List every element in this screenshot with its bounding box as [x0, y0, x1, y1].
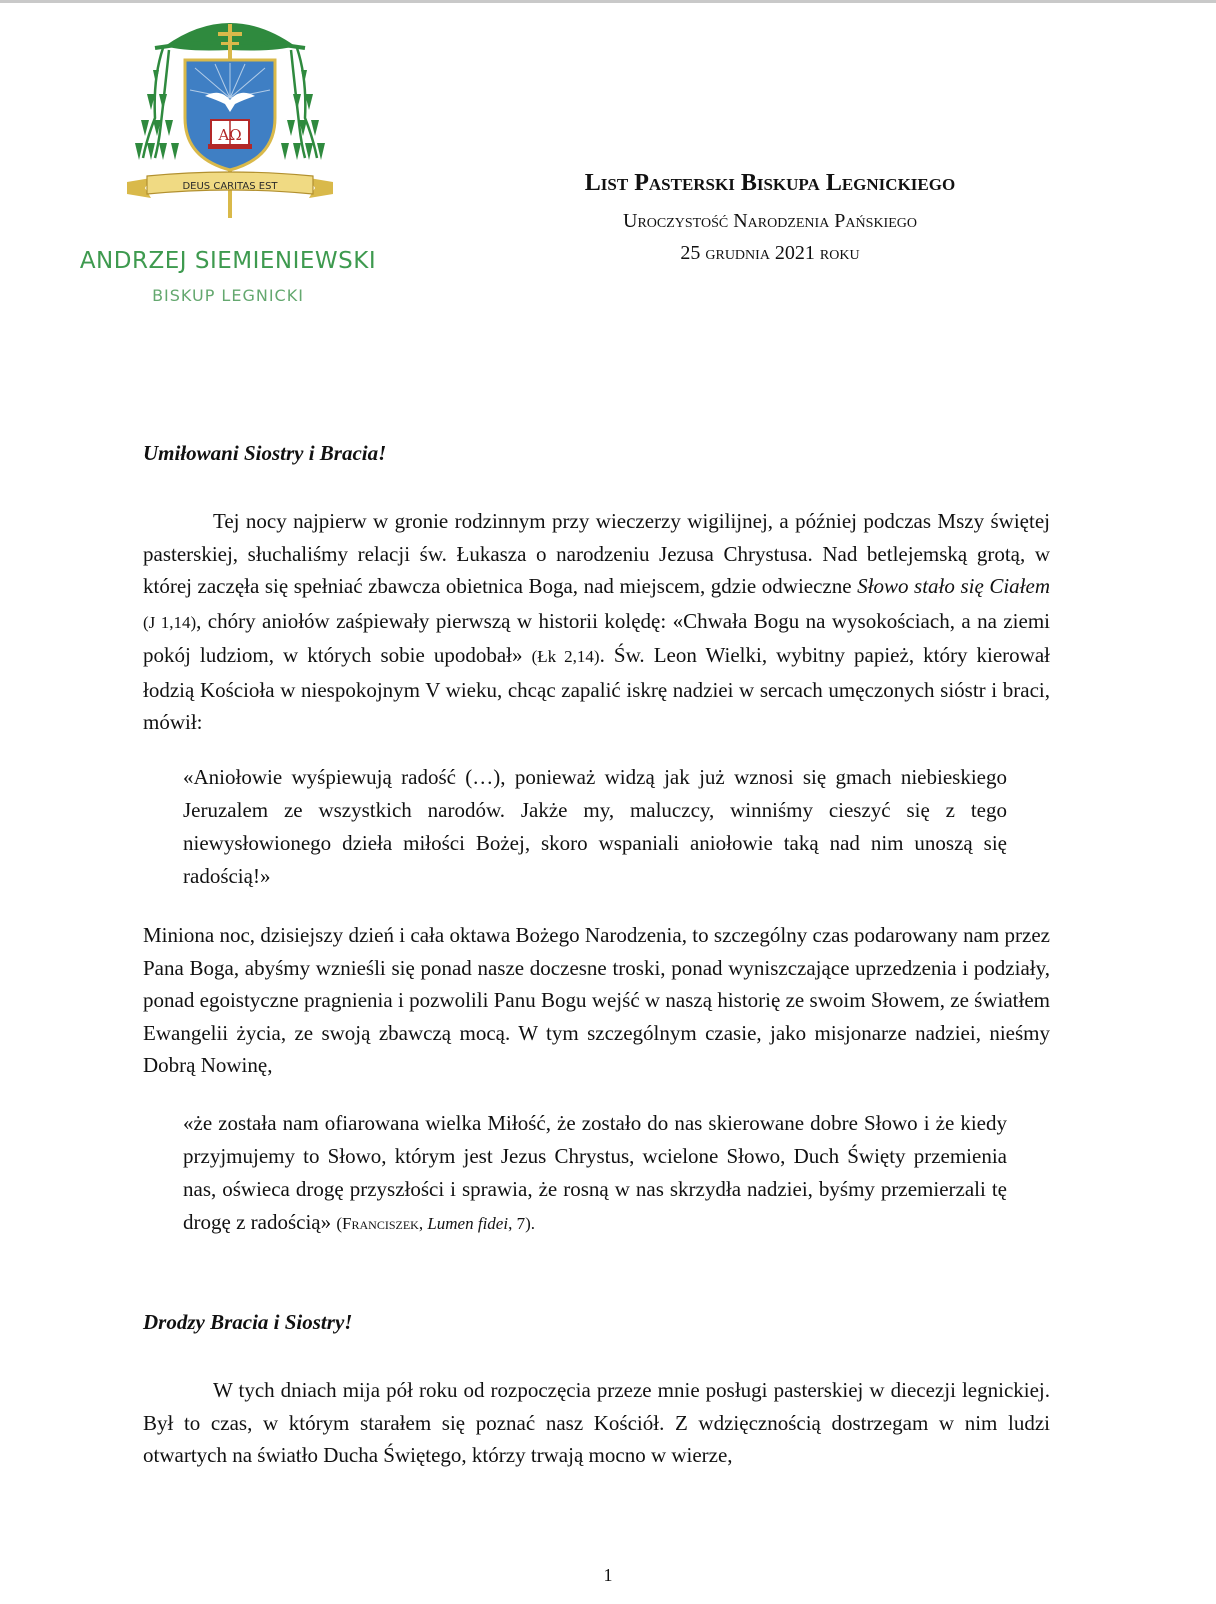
- citation-work: Lumen fidei: [427, 1214, 509, 1233]
- motto-text: DEUS CARITAS EST: [182, 181, 278, 192]
- paragraph-1-ref-1: (J 1,14): [143, 612, 197, 632]
- paragraph-1: [143, 505, 1050, 739]
- greeting-1: Umiłowani Siostry i Bracia!: [143, 441, 387, 465]
- quote-2: [183, 1107, 1007, 1240]
- quote-2-text: «że została nam ofiarowana wielka Miłość, że zostało do nas skierowane dobre Słowo i że kiedy przyjmujemy to Słowo, którym jest Jezus Chrystus, wcielone Słowo, Duch Święty przemienia nas, oświeca drogę przyszłości i sprawia, że rosną w nas skrzydła nadziei, byśmy przemierzali tę drogę z radością»: [183, 1111, 1007, 1234]
- letter-occasion: Uroczystość Narodzenia Pańskiego: [623, 210, 917, 232]
- paragraph-2: Miniona noc, dzisiejszy dzień i cała oktawa Bożego Narodzenia, to szczególny czas podarowany nam przez Pana Boga, abyśmy wznieśli się ponad nasze doczesne troski, ponad wyniszczające uprzedzenia i podziały, ponad egoistyczne pragnienia i pozwolili Panu Bogu wejść w naszą historię ze swoim Słowem, ze światłem Ewangelii życia, ze swoją zbawczą mocą. W tym szczególnym czasie, jako misjonarze nadziei, nieśmy Dobrą Nowinę,: [143, 923, 1050, 1077]
- citation-end: , 7).: [508, 1214, 535, 1233]
- paragraph-1-text-c: . Św. Leon Wielki, wybitny papież, który kierował łodzią Kościoła w niespokojnym V wieku, chcąc zapalić iskrę nadziei w sercach umęczonych sióstr i braci, mówił:: [143, 643, 1050, 734]
- bishop-name: ANDRZEJ SIEMIENIEWSKI: [79, 248, 377, 274]
- citation-author: Franciszek: [342, 1214, 419, 1233]
- coat-of-arms-icon: [125, 8, 335, 218]
- paragraph-3: W tych dniach mija pół roku od rozpoczęcia przeze mnie posługi pasterskiej w diecezji legnickiej. Był to czas, w którym starałem się poznać nasz Kościół. Z wdzięcznością dostrzegam w nim ludzi otwartych na światło Ducha Świętego, którzy trwają mocno w wierze,: [143, 1378, 1050, 1467]
- paragraph-1-italic: Słowo stało się Ciałem: [857, 574, 1050, 598]
- paragraph-1-ref-2: (Łk 2,14): [531, 647, 600, 666]
- citation-open: (: [336, 1214, 343, 1233]
- quote-1: «Aniołowie wyśpiewują radość (…), ponieważ widzą jak już wznosi się gmach niebieskiego Jeruzalem ze wszystkich narodów. Jakże my, maluczcy, winniśmy cieszyć się z tego niewysłowionego dzieła miłości Bożej, skoro wspaniali aniołowie taką nad nim unoszą się radością!»: [183, 765, 1007, 888]
- citation-separator: ,: [418, 1214, 428, 1233]
- greeting-2: Drodzy Bracia i Siostry!: [143, 1310, 353, 1334]
- letter-date: 25 grudnia 2021 roku: [680, 242, 860, 264]
- letter-title: List Pasterski Biskupa Legnickiego: [584, 170, 956, 196]
- page-number: 1: [603, 1565, 613, 1585]
- paragraph-1-text-a: Tej nocy najpierw w gronie rodzinnym przy wieczerzy wigilijnej, a później podczas Mszy świętej pasterskiej, słuchaliśmy relacji św. Łukasza o narodzeniu Jezusa Chrystusa. Nad betlejemską grotą, w której zaczęła się spełniać zbawcza obietnica Boga, nad miejscem, gdzie odwieczne: [143, 509, 1050, 598]
- alpha-omega-label: AΩ: [218, 126, 242, 144]
- top-border: [0, 0, 1216, 3]
- paragraph-1-text-b: , chóry aniołów zaśpiewały pierwszą w historii kolędę: «Chwała Bogu na wysokościach, a na ziemi pokój ludziom, w których sobie upodobał»: [143, 608, 1050, 667]
- bishop-title: BISKUP LEGNICKI: [152, 286, 304, 305]
